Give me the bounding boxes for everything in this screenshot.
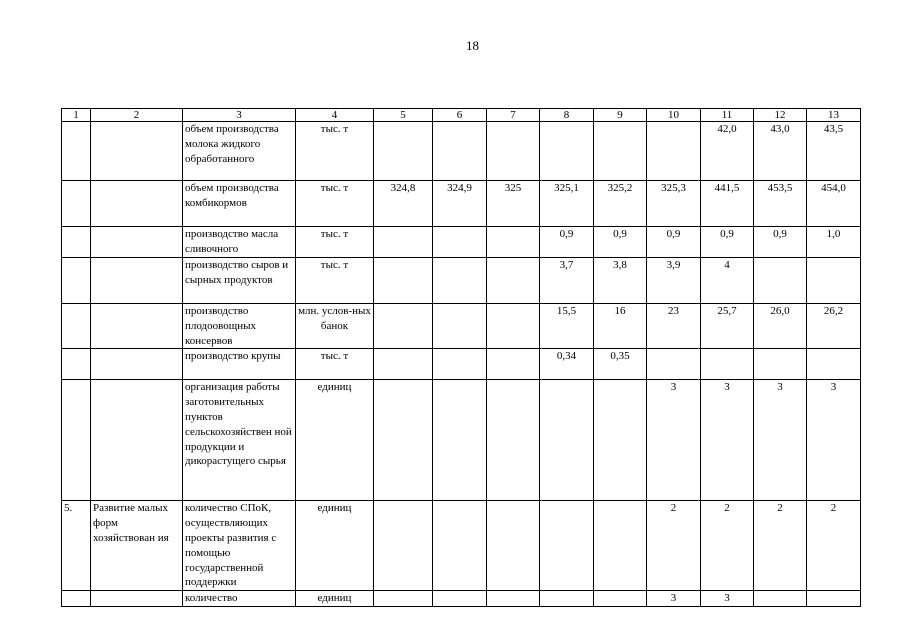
value-cell [487, 122, 540, 181]
value-cell [754, 349, 807, 380]
value-cell [433, 501, 487, 591]
table-row [62, 349, 861, 380]
value-cell [540, 122, 594, 181]
value-cell [487, 380, 540, 501]
row-number-cell [62, 304, 91, 349]
value-cell: 3 [807, 380, 861, 501]
value-cell: 1,0 [807, 227, 861, 258]
column-number-header: 1 [62, 109, 91, 122]
value-cell: 3,7 [540, 258, 594, 304]
column-number-header: 10 [647, 109, 701, 122]
unit-cell: тыс. т [296, 122, 374, 181]
unit-cell: единиц [296, 501, 374, 591]
column-number-header: 11 [701, 109, 754, 122]
column-number-header: 2 [91, 109, 183, 122]
value-cell [433, 591, 487, 607]
row-number-cell [62, 258, 91, 304]
column-number-header: 4 [296, 109, 374, 122]
indicator-cell: производство сыров и сырных продуктов [183, 258, 296, 304]
value-cell [433, 227, 487, 258]
value-cell [647, 349, 701, 380]
value-cell: 26,0 [754, 304, 807, 349]
value-cell [487, 258, 540, 304]
value-cell: 4 [701, 258, 754, 304]
column-number-header: 13 [807, 109, 861, 122]
measure-name-cell [91, 258, 183, 304]
value-cell [433, 304, 487, 349]
value-cell [701, 349, 754, 380]
table-row [62, 227, 861, 258]
value-cell: 2 [701, 501, 754, 591]
value-cell [433, 380, 487, 501]
value-cell [487, 227, 540, 258]
value-cell: 0,34 [540, 349, 594, 380]
indicator-cell: производство масла сливочного [183, 227, 296, 258]
value-cell: 325,2 [594, 181, 647, 227]
value-cell [374, 380, 433, 501]
value-cell [374, 304, 433, 349]
value-cell: 2 [647, 501, 701, 591]
value-cell [807, 349, 861, 380]
value-cell [754, 258, 807, 304]
value-cell: 441,5 [701, 181, 754, 227]
value-cell [487, 501, 540, 591]
indicator-cell: количество [183, 591, 296, 607]
unit-cell: единиц [296, 380, 374, 501]
column-number-header: 12 [754, 109, 807, 122]
value-cell: 3,9 [647, 258, 701, 304]
value-cell: 2 [807, 501, 861, 591]
table-row [62, 304, 861, 349]
value-cell [433, 258, 487, 304]
table-row [62, 501, 861, 591]
value-cell: 26,2 [807, 304, 861, 349]
unit-cell: млн. услов-ных банок [296, 304, 374, 349]
column-number-header: 5 [374, 109, 433, 122]
value-cell [594, 591, 647, 607]
value-cell: 23 [647, 304, 701, 349]
unit-cell: единиц [296, 591, 374, 607]
indicator-cell: организация работы заготовительных пунктов сельскохозяйствен ной продукции и дикорастущего сырья [183, 380, 296, 501]
value-cell [540, 591, 594, 607]
value-cell: 3 [754, 380, 807, 501]
value-cell: 0,9 [754, 227, 807, 258]
value-cell: 3 [647, 591, 701, 607]
measure-name-cell [91, 122, 183, 181]
value-cell [374, 258, 433, 304]
value-cell [540, 501, 594, 591]
value-cell: 325,1 [540, 181, 594, 227]
row-number-cell [62, 181, 91, 227]
value-cell: 325,3 [647, 181, 701, 227]
measure-name-cell [91, 380, 183, 501]
value-cell: 0,9 [540, 227, 594, 258]
measure-name-cell: Развитие малых форм хозяйствован ия [91, 501, 183, 591]
value-cell [433, 122, 487, 181]
value-cell [374, 349, 433, 380]
measure-name-cell [91, 349, 183, 380]
indicators-table [61, 108, 861, 607]
value-cell: 454,0 [807, 181, 861, 227]
indicator-cell: производство плодоовощных консервов [183, 304, 296, 349]
value-cell [594, 380, 647, 501]
value-cell [374, 591, 433, 607]
value-cell [594, 501, 647, 591]
measure-name-cell [91, 227, 183, 258]
row-number-cell [62, 349, 91, 380]
value-cell [807, 591, 861, 607]
value-cell: 0,35 [594, 349, 647, 380]
value-cell: 43,5 [807, 122, 861, 181]
indicator-cell: объем производства молока жидкого обработанного [183, 122, 296, 181]
table-header-row [62, 109, 861, 122]
value-cell [374, 227, 433, 258]
table-row [62, 181, 861, 227]
row-number-cell [62, 227, 91, 258]
value-cell: 15,5 [540, 304, 594, 349]
indicator-cell: количество СПоК, осуществляющих проекты развития с помощью государственной поддержки [183, 501, 296, 591]
value-cell [487, 304, 540, 349]
table-row [62, 258, 861, 304]
measure-name-cell [91, 304, 183, 349]
value-cell: 25,7 [701, 304, 754, 349]
value-cell: 0,9 [594, 227, 647, 258]
value-cell [374, 122, 433, 181]
indicator-cell: производство крупы [183, 349, 296, 380]
value-cell [487, 349, 540, 380]
column-number-header: 9 [594, 109, 647, 122]
value-cell: 0,9 [647, 227, 701, 258]
value-cell [487, 591, 540, 607]
value-cell [754, 591, 807, 607]
table-row [62, 380, 861, 501]
value-cell: 3,8 [594, 258, 647, 304]
value-cell [374, 501, 433, 591]
value-cell: 16 [594, 304, 647, 349]
indicator-cell: объем производства комбикормов [183, 181, 296, 227]
row-number-cell [62, 380, 91, 501]
value-cell: 3 [701, 380, 754, 501]
row-number-cell [62, 122, 91, 181]
value-cell [807, 258, 861, 304]
unit-cell: тыс. т [296, 227, 374, 258]
value-cell [647, 122, 701, 181]
column-number-header: 8 [540, 109, 594, 122]
value-cell: 325 [487, 181, 540, 227]
value-cell: 43,0 [754, 122, 807, 181]
table-row [62, 122, 861, 181]
measure-name-cell [91, 591, 183, 607]
value-cell [433, 349, 487, 380]
value-cell [540, 380, 594, 501]
unit-cell: тыс. т [296, 181, 374, 227]
value-cell: 324,8 [374, 181, 433, 227]
value-cell: 324,9 [433, 181, 487, 227]
value-cell [594, 122, 647, 181]
column-number-header: 7 [487, 109, 540, 122]
value-cell: 453,5 [754, 181, 807, 227]
unit-cell: тыс. т [296, 349, 374, 380]
column-number-header: 6 [433, 109, 487, 122]
value-cell: 2 [754, 501, 807, 591]
value-cell: 3 [701, 591, 754, 607]
column-number-header: 3 [183, 109, 296, 122]
table-row [62, 591, 861, 607]
row-number-cell: 5. [62, 501, 91, 591]
page-number: 18 [466, 38, 479, 53]
unit-cell: тыс. т [296, 258, 374, 304]
row-number-cell [62, 591, 91, 607]
value-cell: 0,9 [701, 227, 754, 258]
measure-name-cell [91, 181, 183, 227]
value-cell: 3 [647, 380, 701, 501]
value-cell: 42,0 [701, 122, 754, 181]
